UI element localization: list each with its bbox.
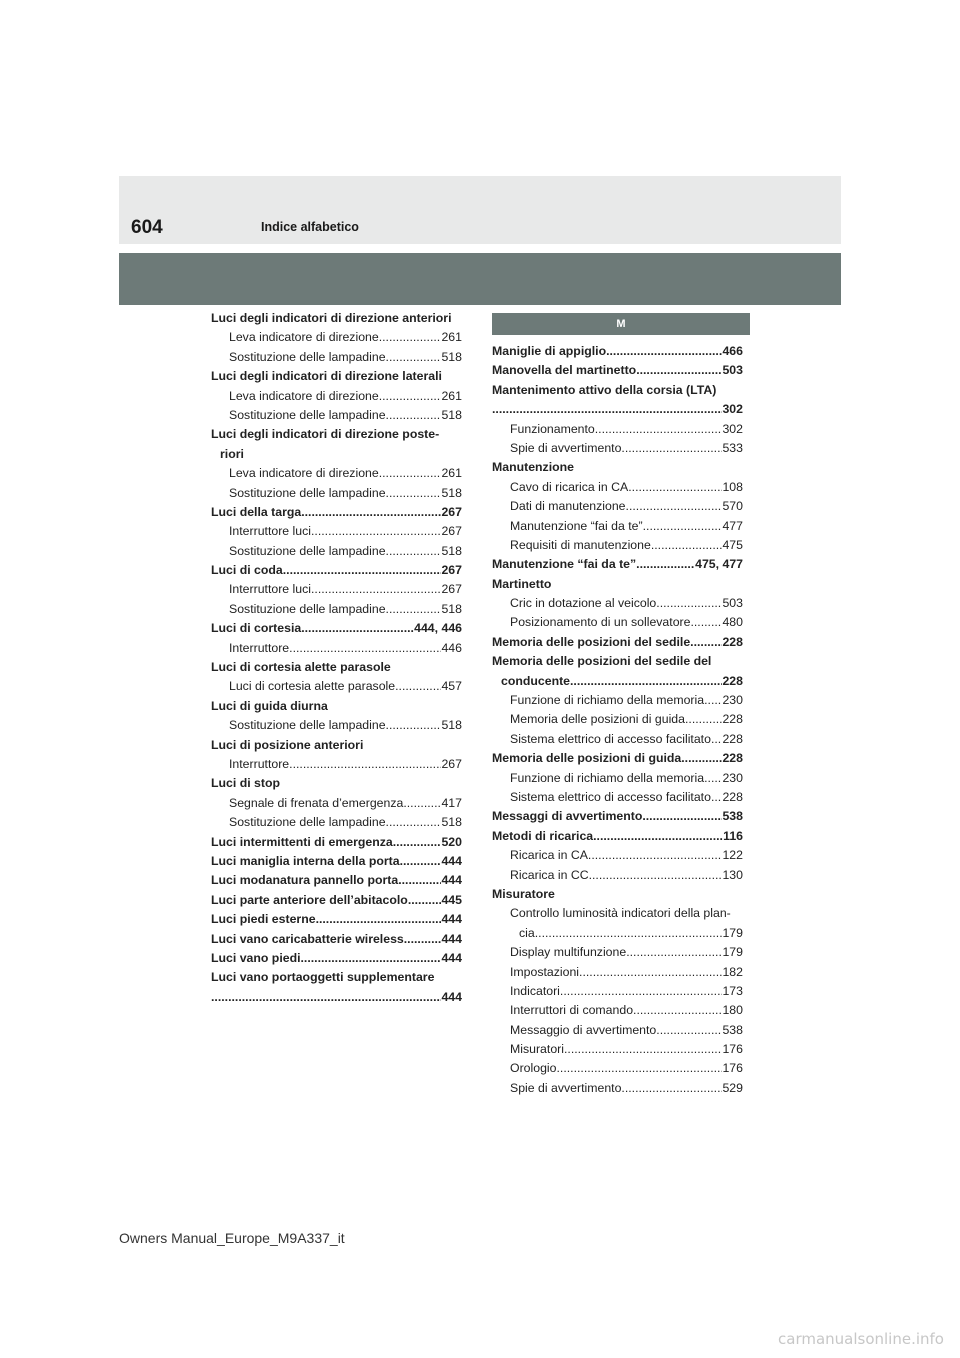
leader-dots bbox=[560, 982, 723, 1001]
index-entry bbox=[492, 904, 743, 923]
entry-page: 529 bbox=[722, 1080, 743, 1095]
index-entry bbox=[492, 633, 743, 652]
entry-label: Luci maniglia interna della porta bbox=[211, 853, 400, 868]
index-entry bbox=[211, 561, 462, 580]
leader-dots bbox=[643, 517, 723, 536]
entry-page: 130 bbox=[722, 867, 743, 882]
leader-dots bbox=[626, 943, 722, 962]
index-entry bbox=[211, 949, 462, 968]
entry-page: 518 bbox=[441, 601, 462, 616]
leader-dots bbox=[316, 910, 442, 929]
entry-page: 518 bbox=[441, 543, 462, 558]
index-entry bbox=[492, 478, 743, 497]
index-column-right bbox=[492, 342, 743, 1098]
leader-dots bbox=[404, 930, 442, 949]
entry-label: Manovella del martinetto bbox=[492, 363, 637, 378]
entry-page: 445 bbox=[441, 892, 462, 907]
entry-page: 230 bbox=[722, 693, 743, 708]
page-header bbox=[119, 176, 841, 244]
entry-label: Luci di cortesia alette parasole bbox=[211, 660, 391, 675]
leader-dots bbox=[403, 794, 441, 813]
entry-page: 302 bbox=[722, 421, 743, 436]
leader-dots bbox=[626, 497, 723, 516]
entry-label: Segnale di frenata d’emergenza bbox=[229, 795, 404, 810]
entry-label: Luci vano caricabatterie wireless bbox=[211, 931, 404, 946]
header-band bbox=[119, 253, 841, 305]
leader-dots bbox=[556, 1059, 722, 1078]
entry-label: Indicatori bbox=[510, 983, 560, 998]
entry-label: Misuratore bbox=[492, 886, 555, 901]
index-entry bbox=[211, 522, 462, 541]
entry-label: Requisiti di manutenzione bbox=[510, 537, 651, 552]
leader-dots bbox=[564, 1040, 722, 1059]
index-entry bbox=[211, 697, 462, 716]
index-entry bbox=[492, 769, 743, 788]
leader-dots bbox=[379, 464, 442, 483]
entry-label: Orologio bbox=[510, 1061, 557, 1076]
entry-page: 179 bbox=[722, 945, 743, 960]
leader-dots bbox=[379, 387, 442, 406]
leader-dots bbox=[628, 478, 722, 497]
entry-page: 176 bbox=[722, 1042, 743, 1057]
leader-dots bbox=[642, 807, 722, 826]
index-entry bbox=[211, 988, 462, 1007]
index-entry bbox=[492, 439, 743, 458]
entry-page: 520 bbox=[441, 834, 462, 849]
leader-dots bbox=[636, 555, 695, 574]
entry-page: 267 bbox=[441, 524, 462, 539]
entry-page: 267 bbox=[441, 504, 462, 519]
entry-label: Interruttore luci bbox=[229, 582, 312, 597]
entry-page: 446 bbox=[441, 640, 462, 655]
entry-page: 444, 446 bbox=[414, 621, 462, 636]
leader-dots bbox=[690, 633, 722, 652]
leader-dots bbox=[588, 846, 723, 865]
entry-page: 179 bbox=[722, 925, 743, 940]
leader-dots bbox=[386, 406, 442, 425]
entry-label: Cric in dotazione al veicolo bbox=[510, 596, 657, 611]
index-entry bbox=[211, 484, 462, 503]
index-entry bbox=[211, 891, 462, 910]
index-entry bbox=[492, 1021, 743, 1040]
entry-label: Sistema elettrico di accesso facilitato bbox=[510, 731, 711, 746]
index-entry bbox=[492, 497, 743, 516]
leader-dots bbox=[386, 348, 442, 367]
leader-dots bbox=[395, 677, 441, 696]
index-entry bbox=[492, 885, 743, 904]
index-entry bbox=[211, 580, 462, 599]
leader-dots bbox=[685, 710, 722, 729]
leader-dots bbox=[579, 963, 722, 982]
leader-dots bbox=[283, 561, 442, 580]
entry-label: Martinetto bbox=[492, 576, 552, 591]
entry-label: Leva indicatore di direzione bbox=[229, 388, 379, 403]
leader-dots bbox=[408, 891, 442, 910]
entry-label: Messaggi di avvertimento bbox=[492, 809, 643, 824]
entry-label: Luci vano portaoggetti supplementare bbox=[211, 970, 435, 985]
leader-dots bbox=[393, 833, 442, 852]
entry-label: Luci modanatura pannello porta bbox=[211, 873, 399, 888]
entry-page: 444 bbox=[441, 931, 462, 946]
leader-dots bbox=[636, 361, 722, 380]
entry-label: Leva indicatore di direzione bbox=[229, 466, 379, 481]
entry-page: 533 bbox=[722, 440, 743, 455]
index-entry bbox=[211, 367, 462, 386]
leader-dots bbox=[301, 503, 441, 522]
entry-label: Luci della targa bbox=[211, 504, 302, 519]
entry-label: Sostituzione delle lampadine bbox=[229, 601, 386, 616]
index-entry bbox=[211, 348, 462, 367]
index-entry bbox=[211, 542, 462, 561]
entry-label: Memoria delle posizioni del sedile del bbox=[492, 654, 712, 669]
entry-label: Metodi di ricarica bbox=[492, 828, 594, 843]
entry-label: Mantenimento attivo della corsia (LTA) bbox=[492, 382, 717, 397]
entry-page: 267 bbox=[441, 563, 462, 578]
index-entry bbox=[211, 930, 462, 949]
leader-dots bbox=[535, 924, 723, 943]
leader-dots bbox=[651, 536, 723, 555]
entry-page: 228 bbox=[722, 673, 743, 688]
index-entry bbox=[492, 672, 743, 691]
entry-label: Luci parte anteriore dell’abitacolo bbox=[211, 892, 408, 907]
entry-label: Leva indicatore di direzione bbox=[229, 330, 379, 345]
entry-page: 503 bbox=[722, 596, 743, 611]
leader-dots bbox=[711, 788, 723, 807]
entry-label: Spie di avvertimento bbox=[510, 440, 622, 455]
entry-label: Interruttore bbox=[229, 756, 290, 771]
entry-label: Funzione di richiamo della memoria bbox=[510, 770, 705, 785]
entry-page: 518 bbox=[441, 349, 462, 364]
index-entry bbox=[492, 749, 743, 768]
index-entry bbox=[211, 464, 462, 483]
index-entry bbox=[211, 794, 462, 813]
index-entry bbox=[492, 342, 743, 361]
leader-dots bbox=[595, 420, 723, 439]
leader-dots bbox=[301, 949, 442, 968]
entry-page: 444 bbox=[441, 853, 462, 868]
leader-dots bbox=[633, 1001, 722, 1020]
index-entry bbox=[492, 982, 743, 1001]
index-entry bbox=[492, 361, 743, 380]
leader-dots bbox=[711, 730, 723, 749]
entry-label: conducente bbox=[501, 673, 571, 688]
entry-label: Misuratori bbox=[510, 1042, 564, 1057]
entry-label: Manutenzione “fai da te” bbox=[492, 557, 637, 572]
index-entry bbox=[211, 677, 462, 696]
index-column-left bbox=[211, 309, 462, 1007]
entry-label: cia bbox=[519, 925, 535, 940]
index-entry bbox=[211, 328, 462, 347]
leader-dots bbox=[606, 342, 722, 361]
leader-dots bbox=[289, 755, 441, 774]
index-entry bbox=[492, 458, 743, 477]
leader-dots bbox=[621, 439, 722, 458]
index-entry bbox=[211, 716, 462, 735]
index-entry bbox=[211, 387, 462, 406]
entry-page: 444 bbox=[441, 950, 462, 965]
footer-text: Owners Manual_Europe_M9A337_it bbox=[119, 1230, 345, 1246]
entry-page: 108 bbox=[722, 479, 743, 494]
index-entry bbox=[492, 575, 743, 594]
leader-dots bbox=[386, 813, 442, 832]
entry-label: Luci di posizione anteriori bbox=[211, 737, 364, 752]
leader-dots bbox=[704, 691, 722, 710]
entry-page: 261 bbox=[441, 466, 462, 481]
entry-label: Dati di manutenzione bbox=[510, 499, 626, 514]
index-entry bbox=[492, 730, 743, 749]
leader-dots bbox=[690, 613, 722, 632]
leader-dots bbox=[311, 522, 441, 541]
index-entry bbox=[492, 963, 743, 982]
entry-label: Sostituzione delle lampadine bbox=[229, 349, 386, 364]
leader-dots bbox=[589, 866, 723, 885]
entry-page: 122 bbox=[722, 848, 743, 863]
entry-page: 518 bbox=[441, 485, 462, 500]
entry-page: 417 bbox=[441, 795, 462, 810]
entry-label: Posizionamento di un sollevatore bbox=[510, 615, 691, 630]
entry-page: 477 bbox=[722, 518, 743, 533]
entry-page: 182 bbox=[722, 964, 743, 979]
leader-dots bbox=[593, 827, 723, 846]
index-entry bbox=[492, 652, 743, 671]
entry-label: Sostituzione delle lampadine bbox=[229, 543, 386, 558]
index-entry bbox=[492, 807, 743, 826]
leader-dots bbox=[289, 639, 441, 658]
entry-page: 267 bbox=[441, 756, 462, 771]
entry-label: Memoria delle posizioni di guida bbox=[510, 712, 685, 727]
entry-page: 444 bbox=[441, 989, 462, 1004]
index-entry bbox=[492, 788, 743, 807]
entry-page: 230 bbox=[722, 770, 743, 785]
letter-heading: M bbox=[492, 313, 750, 335]
entry-label: Spie di avvertimento bbox=[510, 1080, 622, 1095]
entry-page: 457 bbox=[441, 679, 462, 694]
index-entry bbox=[211, 833, 462, 852]
entry-page: 444 bbox=[441, 912, 462, 927]
leader-dots bbox=[386, 484, 442, 503]
index-entry bbox=[211, 619, 462, 638]
index-entry bbox=[211, 503, 462, 522]
entry-label: Luci piedi esterne bbox=[211, 912, 316, 927]
index-entry bbox=[211, 968, 462, 987]
entry-page: 518 bbox=[441, 718, 462, 733]
index-entry bbox=[211, 639, 462, 658]
entry-label: Luci degli indicatori di direzione poste- bbox=[211, 427, 440, 442]
index-entry bbox=[492, 400, 743, 419]
leader-dots bbox=[386, 716, 442, 735]
entry-label: Manutenzione “fai da te” bbox=[510, 518, 643, 533]
entry-label: Sostituzione delle lampadine bbox=[229, 485, 386, 500]
entry-page: 475, 477 bbox=[695, 557, 743, 572]
entry-label: Luci degli indicatori di direzione anteriori bbox=[211, 311, 452, 325]
index-entry bbox=[492, 846, 743, 865]
entry-label: Sostituzione delle lampadine bbox=[229, 718, 386, 733]
leader-dots bbox=[400, 852, 442, 871]
entry-page: 518 bbox=[441, 407, 462, 422]
entry-label: Memoria delle posizioni del sedile bbox=[492, 634, 691, 649]
entry-label: Sostituzione delle lampadine bbox=[229, 407, 386, 422]
index-entry bbox=[211, 425, 462, 444]
entry-page: 228 bbox=[722, 712, 743, 727]
entry-label: Luci di cortesia bbox=[211, 621, 302, 636]
leader-dots bbox=[301, 619, 414, 638]
index-entry bbox=[492, 924, 743, 943]
index-entry bbox=[492, 555, 743, 574]
index-entry bbox=[211, 871, 462, 890]
leader-dots bbox=[379, 328, 442, 347]
entry-label: Memoria delle posizioni di guida bbox=[492, 751, 682, 766]
leader-dots bbox=[398, 871, 441, 890]
entry-label: Display multifunzione bbox=[510, 945, 627, 960]
entry-page: 261 bbox=[441, 388, 462, 403]
leader-dots bbox=[704, 769, 722, 788]
entry-page: 173 bbox=[722, 983, 743, 998]
entry-label: Luci di coda bbox=[211, 563, 283, 578]
entry-label: Funzionamento bbox=[510, 421, 595, 436]
index-entry bbox=[492, 381, 743, 400]
entry-label: Sostituzione delle lampadine bbox=[229, 815, 386, 830]
entry-label: Luci di cortesia alette parasole bbox=[229, 679, 396, 694]
entry-page: 480 bbox=[722, 615, 743, 630]
entry-label: Luci vano piedi bbox=[211, 950, 301, 965]
entry-page: 444 bbox=[441, 873, 462, 888]
index-entry bbox=[492, 691, 743, 710]
entry-page: 261 bbox=[441, 330, 462, 345]
leader-dots bbox=[386, 600, 442, 619]
leader-dots bbox=[656, 1021, 722, 1040]
index-entry bbox=[492, 1059, 743, 1078]
entry-label: Messaggio di avvertimento bbox=[510, 1022, 657, 1037]
index-entry bbox=[211, 736, 462, 755]
leader-dots bbox=[656, 594, 722, 613]
entry-label: Luci degli indicatori di direzione laterali bbox=[211, 369, 442, 384]
index-entry bbox=[492, 1040, 743, 1059]
entry-label: Sistema elettrico di accesso facilitato bbox=[510, 789, 711, 804]
index-entry bbox=[211, 445, 462, 464]
leader-dots bbox=[681, 749, 722, 768]
entry-label: Maniglie di appiglio bbox=[492, 344, 607, 358]
entry-page: 176 bbox=[722, 1061, 743, 1076]
index-entry bbox=[211, 910, 462, 929]
index-entry bbox=[492, 866, 743, 885]
entry-page: 538 bbox=[722, 809, 743, 824]
entry-page: 228 bbox=[722, 731, 743, 746]
entry-page: 475 bbox=[722, 537, 743, 552]
entry-label: Interruttori di comando bbox=[510, 1003, 634, 1018]
index-entry bbox=[211, 852, 462, 871]
entry-page: 228 bbox=[722, 751, 743, 766]
index-entry bbox=[211, 813, 462, 832]
entry-page: 466 bbox=[722, 344, 743, 358]
entry-label: Luci di guida diurna bbox=[211, 698, 328, 713]
section-title: Indice alfabetico bbox=[261, 220, 359, 234]
index-entry bbox=[211, 774, 462, 793]
entry-label: Luci intermittenti di emergenza bbox=[211, 834, 393, 849]
index-entry bbox=[211, 406, 462, 425]
index-entry bbox=[492, 710, 743, 729]
index-entry bbox=[211, 755, 462, 774]
watermark: carmanualsonline.info bbox=[778, 1330, 944, 1348]
entry-label: Luci di stop bbox=[211, 776, 280, 791]
entry-label: Funzione di richiamo della memoria bbox=[510, 693, 705, 708]
leader-dots bbox=[386, 542, 442, 561]
index-entry bbox=[492, 1001, 743, 1020]
index-entry bbox=[492, 943, 743, 962]
index-entry bbox=[492, 536, 743, 555]
entry-label: Manutenzione bbox=[492, 460, 574, 475]
index-entry bbox=[211, 658, 462, 677]
entry-page: 228 bbox=[722, 789, 743, 804]
entry-label: Ricarica in CC bbox=[510, 867, 589, 882]
entry-page: 116 bbox=[723, 828, 743, 843]
index-entry bbox=[492, 594, 743, 613]
entry-page: 503 bbox=[722, 363, 743, 378]
entry-label: Impostazioni bbox=[510, 964, 580, 979]
entry-page: 302 bbox=[722, 402, 743, 417]
entry-label: riori bbox=[220, 446, 244, 461]
leader-dots bbox=[621, 1079, 722, 1098]
entry-label: Ricarica in CA bbox=[510, 848, 588, 863]
entry-page: 570 bbox=[722, 499, 743, 514]
index-entry bbox=[492, 827, 743, 846]
index-entry bbox=[492, 517, 743, 536]
entry-page: 538 bbox=[722, 1022, 743, 1037]
index-entry bbox=[492, 420, 743, 439]
leader-dots bbox=[570, 672, 722, 691]
entry-page: 267 bbox=[441, 582, 462, 597]
entry-page: 180 bbox=[722, 1003, 743, 1018]
leader-dots bbox=[311, 580, 441, 599]
entry-label: Interruttore bbox=[229, 640, 290, 655]
entry-label: Cavo di ricarica in CA bbox=[510, 479, 629, 494]
leader-dots bbox=[211, 988, 441, 1007]
entry-label: Interruttore luci bbox=[229, 524, 312, 539]
entry-page: 518 bbox=[441, 815, 462, 830]
index-entry bbox=[492, 1079, 743, 1098]
index-entry bbox=[211, 309, 462, 328]
entry-page: 228 bbox=[722, 634, 743, 649]
index-entry bbox=[492, 613, 743, 632]
index-entry bbox=[211, 600, 462, 619]
page-number: 604 bbox=[131, 217, 163, 238]
entry-label: Controllo luminosità indicatori della plan- bbox=[510, 906, 731, 921]
leader-dots bbox=[492, 400, 722, 419]
